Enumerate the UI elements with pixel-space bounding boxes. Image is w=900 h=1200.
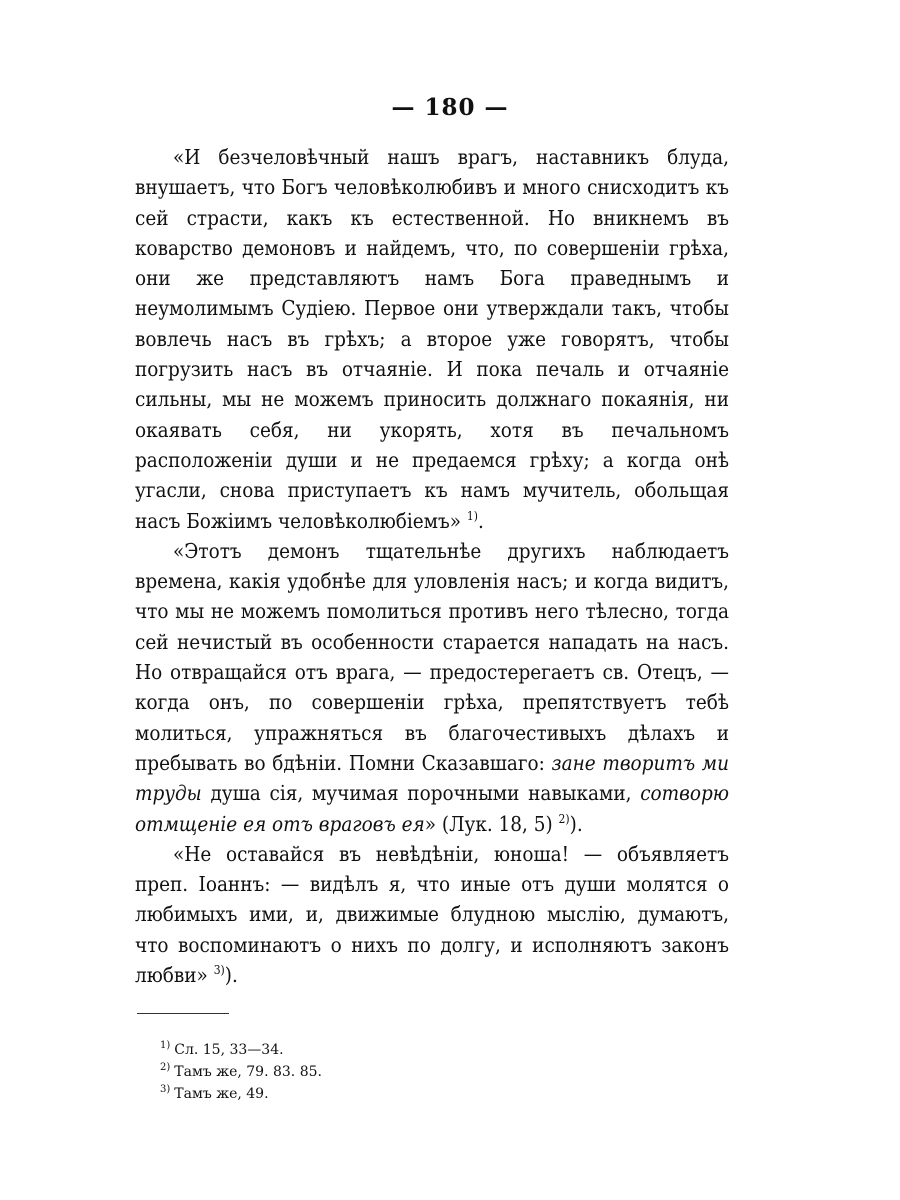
paragraph-2-citation: » (Лук. 18, 5) bbox=[424, 811, 553, 836]
footnote-ref-3: 3) bbox=[213, 963, 225, 978]
paragraph-2-text: «Этотъ демонъ тщательнѣе другихъ наблюдаетъ времена, какія удобнѣе для уловленія насъ; и когда видитъ, что мы не можемъ помолиться противъ него тѣлесно, тогда сей нечистый въ особенности старается нападать на насъ. Но отвращайся отъ врага, — предостерегаетъ св. Отецъ, — когда онъ, по совершеніи грѣха, препятствуетъ тебѣ молиться, упражняться въ благочестивыхъ дѣлахъ и пребывать во бдѣніи. Помни Сказавшаго: bbox=[135, 538, 729, 775]
footnote-text-3: Тамъ же, 49. bbox=[174, 1086, 269, 1102]
footnote-2 bbox=[160, 1061, 322, 1083]
footnote-ref-1: 1) bbox=[466, 508, 478, 523]
footnote-1 bbox=[160, 1039, 322, 1061]
paragraph-3 bbox=[135, 839, 729, 990]
page-number: — 180 — bbox=[391, 94, 509, 121]
footnote-text-1: Сл. 15, 33—34. bbox=[174, 1042, 284, 1058]
footnote-mark-2: 2) bbox=[160, 1062, 171, 1074]
footnote-mark-3: 3) bbox=[160, 1084, 171, 1096]
paragraph-2-end: ). bbox=[569, 811, 583, 836]
paragraph-2-text-cont: душа сія, мучимая порочными навыками, bbox=[201, 781, 641, 806]
footnote-divider bbox=[137, 1013, 229, 1014]
quote-italic-2: сотворю отмщеніе ея отъ враговъ ея bbox=[135, 781, 729, 836]
quote-italic-1: зане творитъ ми труды bbox=[135, 750, 729, 806]
paragraph-1-text: «И безчеловѣчный нашъ врагъ, наставникъ блуда, внушаетъ, что Богъ человѣколюбивъ и много снисходитъ къ сей страсти, какъ къ естественной. Но вникнемъ въ коварство демоновъ и найдемъ, что, по совершеніи грѣха, они же представляютъ намъ Бога праведнымъ и неумолимымъ Судіею. Первое они утверждали такъ, чтобы вовлечь насъ въ грѣхъ; а второе уже говорятъ, чтобы погрузить насъ въ отчаяніе. И пока печаль и отчаяніе сильны, мы не можемъ приносить должнаго покаянія, ни окаявать себя, ни укорять, хотя въ печальномъ расположеніи души и не предаемся грѣху; а когда онѣ угасли, снова приступаетъ къ намъ мучитель, обольщая насъ Божіимъ человѣколюбіемъ» bbox=[135, 145, 729, 533]
paragraph-1 bbox=[135, 142, 729, 536]
paragraph-3-end: ). bbox=[224, 963, 238, 988]
footnote-mark-1: 1) bbox=[160, 1040, 171, 1052]
footnote-3 bbox=[160, 1083, 322, 1105]
footnote-ref-2: 2) bbox=[558, 811, 570, 826]
paragraph-1-end: . bbox=[477, 508, 484, 533]
footnotes bbox=[160, 1039, 322, 1105]
main-text bbox=[135, 142, 729, 990]
footnote-text-2: Тамъ же, 79. 83. 85. bbox=[174, 1064, 322, 1080]
paragraph-2 bbox=[135, 536, 729, 839]
paragraph-3-text: «Не оставайся въ невѣдѣніи, юноша! — объявляетъ преп. Іоаннъ: — видѣлъ я, что иные отъ души молятся о любимыхъ ими, и, движимые блудною мыслію, думаютъ, что воспоминаютъ о нихъ по долгу, и исполняютъ законъ любви» bbox=[135, 841, 729, 988]
